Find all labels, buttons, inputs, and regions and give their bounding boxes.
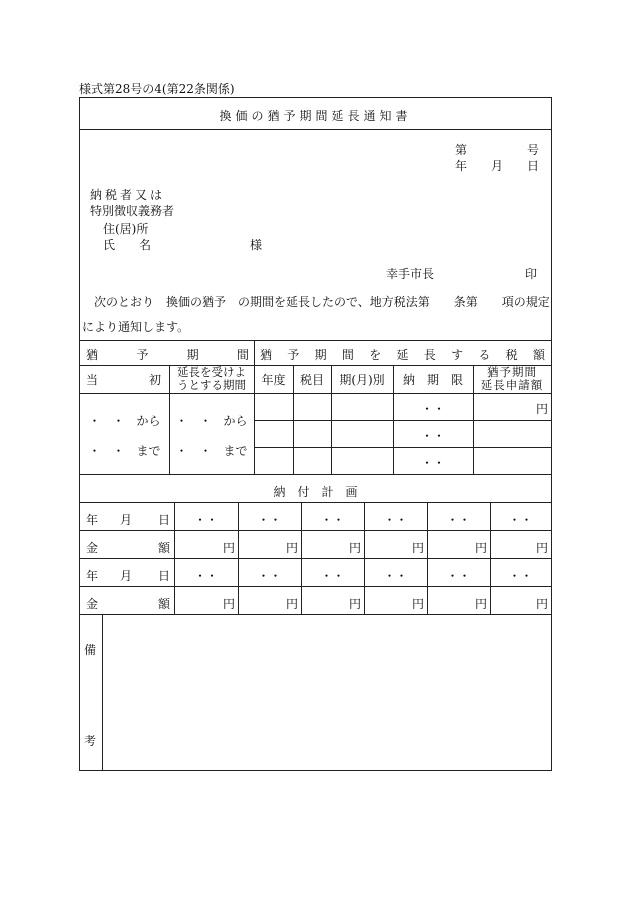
yen-unit: 円 <box>536 541 549 555</box>
plan-date-year: 年 <box>86 513 99 527</box>
plan-date-cell: ・・ <box>257 569 282 583</box>
yen-unit: 円 <box>223 541 236 555</box>
divider <box>80 586 551 587</box>
divider <box>80 502 551 503</box>
taxpayer-label: 納税者又は <box>90 188 166 202</box>
tax-item-header: 税目 <box>299 373 324 387</box>
plan-date-month: 月 <box>120 513 133 527</box>
plan-date-cell: ・・ <box>508 513 533 527</box>
plan-amount-label-b: 額 <box>158 597 171 611</box>
plan-amount-label-b: 額 <box>158 541 171 555</box>
notice-body-line2: により通知します。 <box>82 320 190 334</box>
plan-date-cell: ・・ <box>446 513 471 527</box>
extended-period-header: 延長を受けよ うとする期間 <box>177 365 246 392</box>
yen-unit: 円 <box>475 541 488 555</box>
yen-unit: 円 <box>286 541 299 555</box>
year-header: 年度 <box>261 373 286 387</box>
yen-unit: 円 <box>475 597 488 611</box>
plan-date-cell: ・・ <box>383 513 408 527</box>
yen-unit: 円 <box>412 597 425 611</box>
deadline-cell: ・・ <box>420 456 445 470</box>
plan-date-cell: ・・ <box>193 513 218 527</box>
initial-period-label-a: 当 <box>86 373 99 387</box>
divider <box>80 614 551 615</box>
yen-unit: 円 <box>286 597 299 611</box>
divider <box>80 340 551 341</box>
deadline-cell: ・・ <box>420 402 445 416</box>
divider <box>80 129 551 130</box>
yen-unit: 円 <box>536 402 549 416</box>
date-day: 日 <box>527 159 540 173</box>
yen-unit: 円 <box>536 597 549 611</box>
plan-date-cell: ・・ <box>193 569 218 583</box>
plan-date-day: 日 <box>158 569 171 583</box>
plan-date-cell: ・・ <box>383 569 408 583</box>
form-title: 換価の猶予期間延長通知書 <box>219 109 412 123</box>
name-label-mei: 名 <box>139 238 152 252</box>
date-year: 年 <box>455 159 468 173</box>
seal-mark: 印 <box>525 267 538 281</box>
grace-period-header: 猶 予 期 間 <box>86 348 249 362</box>
divider <box>80 393 551 394</box>
initial-to: ・ ・ まで <box>88 444 161 458</box>
notice-body-line1: 次のとおり 換価の猶予 の期間を延長したので、地方税法第 条第 項の規定 <box>94 295 550 309</box>
plan-date-day: 日 <box>158 513 171 527</box>
plan-date-cell: ・・ <box>320 513 345 527</box>
sama-honorific: 様 <box>250 238 263 252</box>
doc-number-go: 号 <box>527 143 540 157</box>
divider <box>80 558 551 559</box>
yen-unit: 円 <box>412 541 425 555</box>
extended-to: ・ ・ まで <box>175 444 248 458</box>
plan-amount-label-a: 金 <box>86 597 99 611</box>
divider <box>254 420 551 421</box>
extension-amount-header: 猶 予 期 間 を 延 長 す る 税 額 <box>260 348 545 362</box>
special-collector-label: 特別徴収義務者 <box>90 204 175 218</box>
doc-number-dai: 第 <box>455 143 468 157</box>
date-month: 月 <box>491 159 504 173</box>
remarks-label-b: 考 <box>84 734 97 748</box>
divider <box>80 530 551 531</box>
yen-unit: 円 <box>223 597 236 611</box>
deadline-header: 納 期 限 <box>402 373 463 387</box>
yen-unit: 円 <box>349 597 362 611</box>
plan-date-cell: ・・ <box>446 569 471 583</box>
extended-from: ・ ・ から <box>175 414 248 428</box>
form-reference: 様式第28号の4(第22条関係) <box>79 82 235 96</box>
extension-amount-col-header: 猶予期間 延長申請額 <box>480 365 544 392</box>
divider <box>80 474 551 475</box>
period-header: 期(月)別 <box>339 373 385 387</box>
divider <box>254 340 255 474</box>
plan-date-month: 月 <box>120 569 133 583</box>
divider <box>102 614 103 770</box>
name-label-shi: 氏 <box>103 238 116 252</box>
initial-period-label-b: 初 <box>149 373 162 387</box>
plan-date-cell: ・・ <box>320 569 345 583</box>
plan-date-year: 年 <box>86 569 99 583</box>
plan-amount-label-a: 金 <box>86 541 99 555</box>
payment-plan-title: 納 付 計 画 <box>273 485 358 499</box>
address-label: 住(居)所 <box>103 222 149 236</box>
plan-date-cell: ・・ <box>508 569 533 583</box>
mayor-title: 幸手市長 <box>386 267 435 281</box>
notice-form <box>79 97 552 771</box>
remarks-label-a: 備 <box>84 643 97 657</box>
plan-date-cell: ・・ <box>257 513 282 527</box>
initial-from: ・ ・ から <box>88 414 161 428</box>
divider <box>254 447 551 448</box>
yen-unit: 円 <box>349 541 362 555</box>
deadline-cell: ・・ <box>420 429 445 443</box>
